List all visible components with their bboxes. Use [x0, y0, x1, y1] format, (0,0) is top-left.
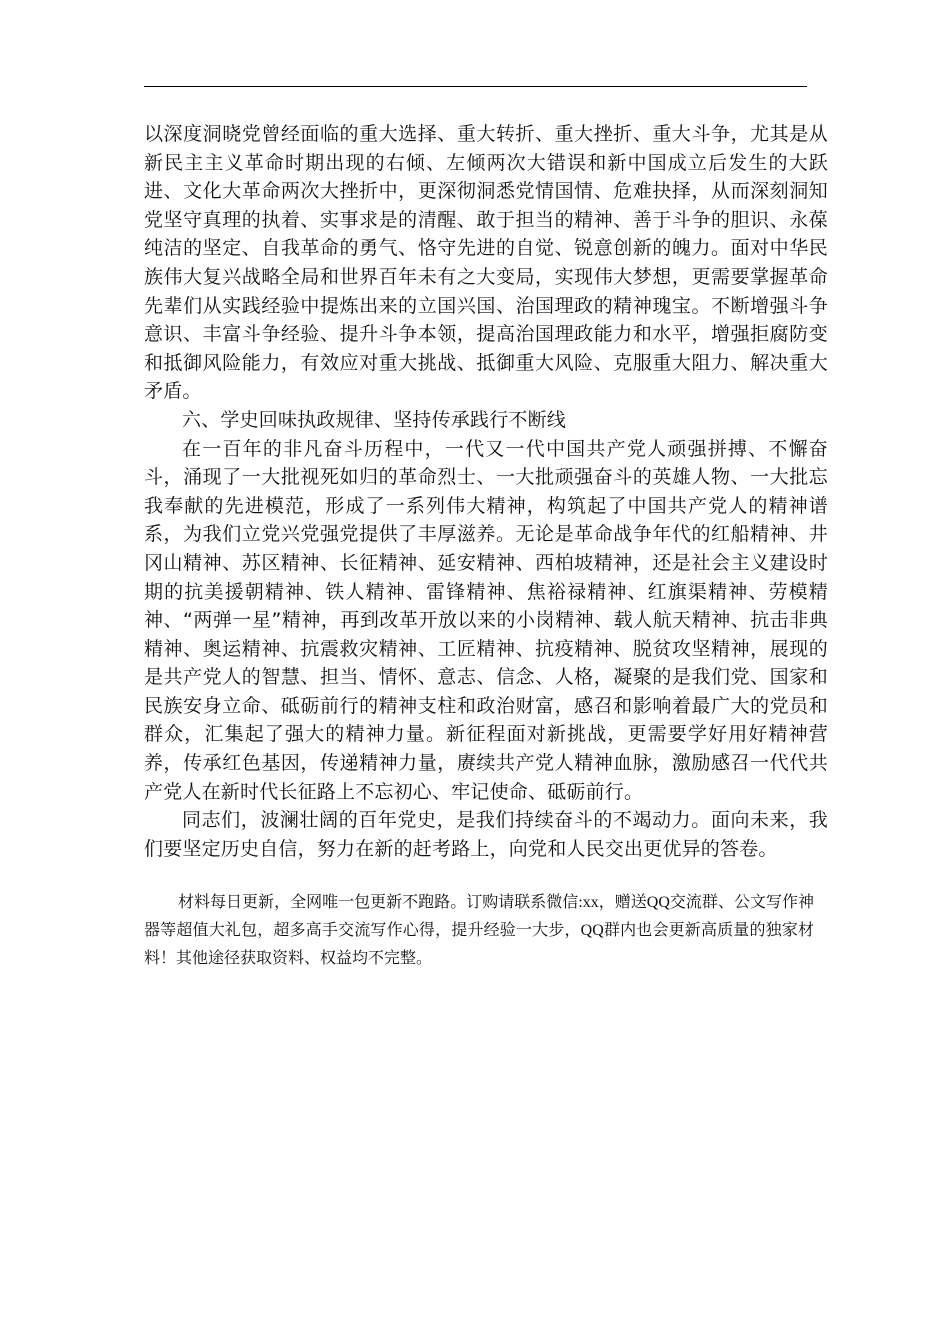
paragraph-spirit: 在一百年的非凡奋斗历程中，一代又一代中国共产党人顽强拼搏、不懈奋斗，涌现了一大批视死如归的革命烈士、一大批顽强奋斗的英雄人物、一大批忘我奉献的先进模范，形成了一系列伟大精神，构筑起了中国共产党人的精神谱系，为我们立党兴党强党提供了丰厚滋养。无论是革命战争年代的红船精神、井冈山精神、苏区精神、长征精神、延安精神、西柏坡精神，还是社会主义建设时期的抗美援朝精神、铁人精神、雷锋精神、焦裕禄精神、红旗渠精神、劳模精神、“两弹一星”精神，再到改革开放以来的小岗精神、载人航天精神、抗击非典精神、奥运精神、抗震救灾精神、工匠精神、抗疫精神、脱贫攻坚精神，展现的是共产党人的智慧、担当、情怀、意志、信念、人格，凝聚的是我们党、国家和民族安身立命、砥砺前行的精神支柱和政治财富，感召和影响着最广大的党员和群众，汇集起了强大的精神力量。新征程面对新挑战，更需要学好用好精神营养，传承红色基因，传递精神力量，赓续共产党人精神血脉，激励感召一代代共产党人在新时代长征路上不忘初心、牢记使命、砥砺前行。 — [144, 437, 828, 803]
promo-note: 材料每日更新，全网唯一包更新不跑路。订购请联系微信:xx，赠送QQ交流群、公文写作神器等超值大礼包，超多高手交流写作心得，提升经验一大步，QQ群内也会更新高质量的独家材料！其他途径获取资料、权益均不完整。 — [144, 894, 814, 967]
section-heading: 六、学史回味执政规律、坚持传承践行不断线 — [182, 408, 567, 431]
paragraph-closing: 同志们，波澜壮阔的百年党史，是我们持续奋斗的不竭动力。面向未来，我们要坚定历史自信，努力在新的赶考路上，向党和人民交出更优异的答卷。 — [144, 809, 828, 860]
paragraph-continuation: 以深度洞晓党曾经面临的重大选择、重大转折、重大挫折、重大斗争，尤其是从新民主主义革命时期出现的右倾、左倾两次大错误和新中国成立后发生的大跃进、文化大革命两次大挫折中，更深彻洞悉党情国情、危难抉择，从而深刻洞知党坚守真理的执着、实事求是的清醒、敢于担当的精神、善于斗争的胆识、永葆纯洁的坚定、自我革命的勇气、恪守先进的自觉、锐意创新的魄力。面对中华民族伟大复兴战略全局和世界百年未有之大变局，实现伟大梦想，更需要掌握革命先辈们从实践经验中提炼出来的立国兴国、治国理政的精神瑰宝。不断增强斗争意识、丰富斗争经验、提升斗争本领，提高治国理政能力和水平，增强拒腐防变和抵御风险能力，有效应对重大挑战、抵御重大风险、克服重大阻力、解决重大矛盾。 — [144, 123, 828, 403]
document-body — [144, 120, 828, 863]
header-rule — [144, 86, 807, 87]
